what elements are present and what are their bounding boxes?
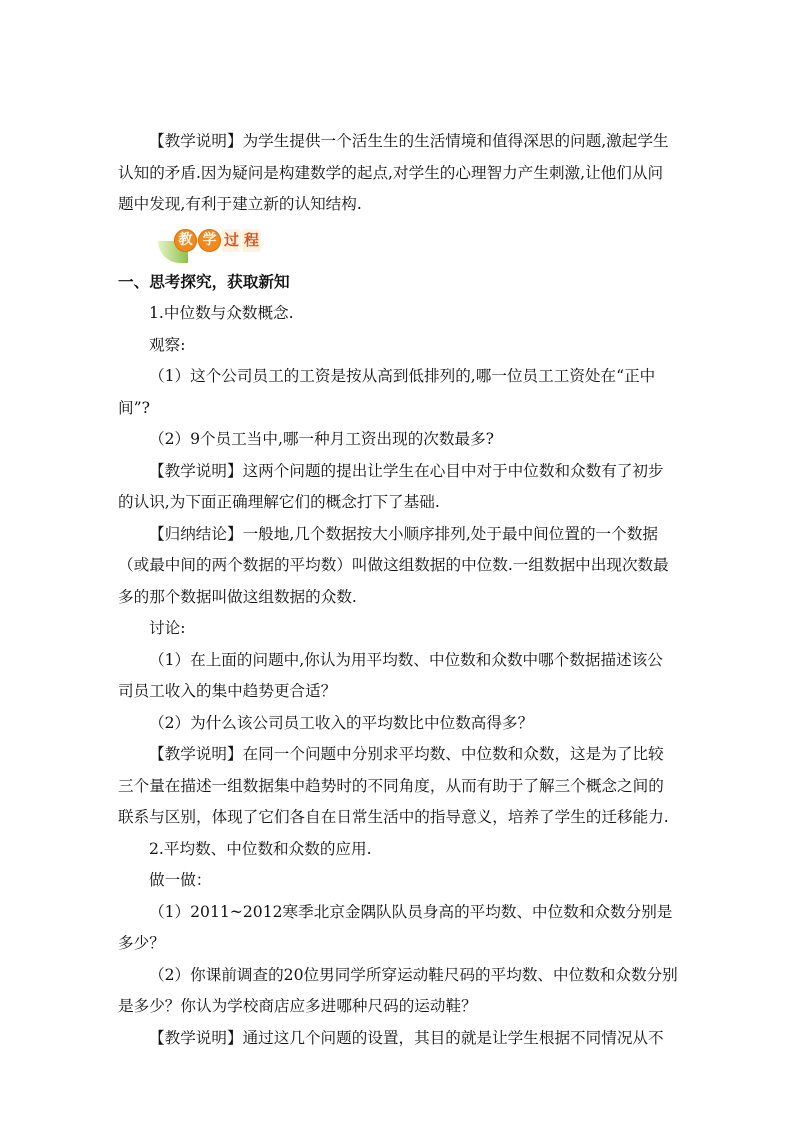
discuss-question-1: （1）在上面的问题中,你认为用平均数、中位数和众数中哪个数据描述该公司员工收入的集中趋势更合适？ (118, 650, 663, 700)
teaching-note-2: 【教学说明】这两个问题的提出让学生在心目中对于中位数和众数有了初步的认识,为下面正确理解它们的概念打下了基础. (118, 461, 664, 511)
observe-question-2: （2）9个员工当中,哪一种月工资出现的次数最多? (149, 430, 495, 448)
discuss-label: 讨论: (149, 619, 186, 637)
tag-char-1: 教 (174, 229, 197, 252)
tag-char-4: 程 (242, 229, 261, 252)
conclusion: 【归纳结论】一般地,几个数据按大小顺序排列,处于最中间位置的一个数据（或最中间的两个数据的平均数）叫做这组数据的中位数.一组数据中出现次数最多的那个数据叫做这组数据的众数. (118, 524, 669, 606)
tag-badge (174, 228, 261, 254)
subheading-2: 2.平均数、中位数和众数的应用. (149, 839, 372, 858)
do-it-label: 做一做： (149, 871, 212, 889)
tag-char-2: 学 (198, 229, 221, 252)
section-heading: 一、思考探究，获取新知 (118, 272, 290, 291)
teaching-note-4: 【教学说明】通过这几个问题的设置，其目的就是让学生根据不同情况从不 (149, 1028, 664, 1047)
observe-label: 观察: (149, 335, 186, 354)
tag-char-3: 过 (222, 229, 241, 252)
do-question-1: （1）2011~2012寒季北京金隅队队员身高的平均数、中位数和众数分别是多少？ (118, 902, 673, 952)
section-tag-teaching-process (158, 225, 678, 265)
do-question-2: （2）你课前调查的20位男同学所穿运动鞋尺码的平均数、中位数和众数分别是多少？你认为学校商店应多进哪种尺码的运动鞋？ (118, 965, 678, 1015)
document-body (118, 126, 678, 1054)
observe-question-1: （1）这个公司员工的工资是按从高到低排列的,哪一位员工工资处在“正中间”? (118, 367, 656, 417)
teaching-note-3: 【教学说明】在同一个问题中分别求平均数、中位数和众数，这是为了比较三个量在描述一组数据集中趋势时的不同角度，从而有助于了解三个概念之间的联系与区别，体现了它们各自在日常生活中的指导意义，培养了学生的迁移能力. (118, 745, 669, 826)
teaching-note-1: 【教学说明】为学生提供一个活生生的生活情境和值得深思的问题,激起学生认知的矛盾.因为疑问是构建数学的起点,对学生的心理智力产生刺激,让他们从问题中发现,有利于建立新的认知结构. (118, 132, 669, 213)
subheading-1: 1.中位数与众数概念. (149, 304, 294, 322)
discuss-question-2: （2）为什么该公司员工收入的平均数比中位数高得多？ (149, 713, 534, 732)
